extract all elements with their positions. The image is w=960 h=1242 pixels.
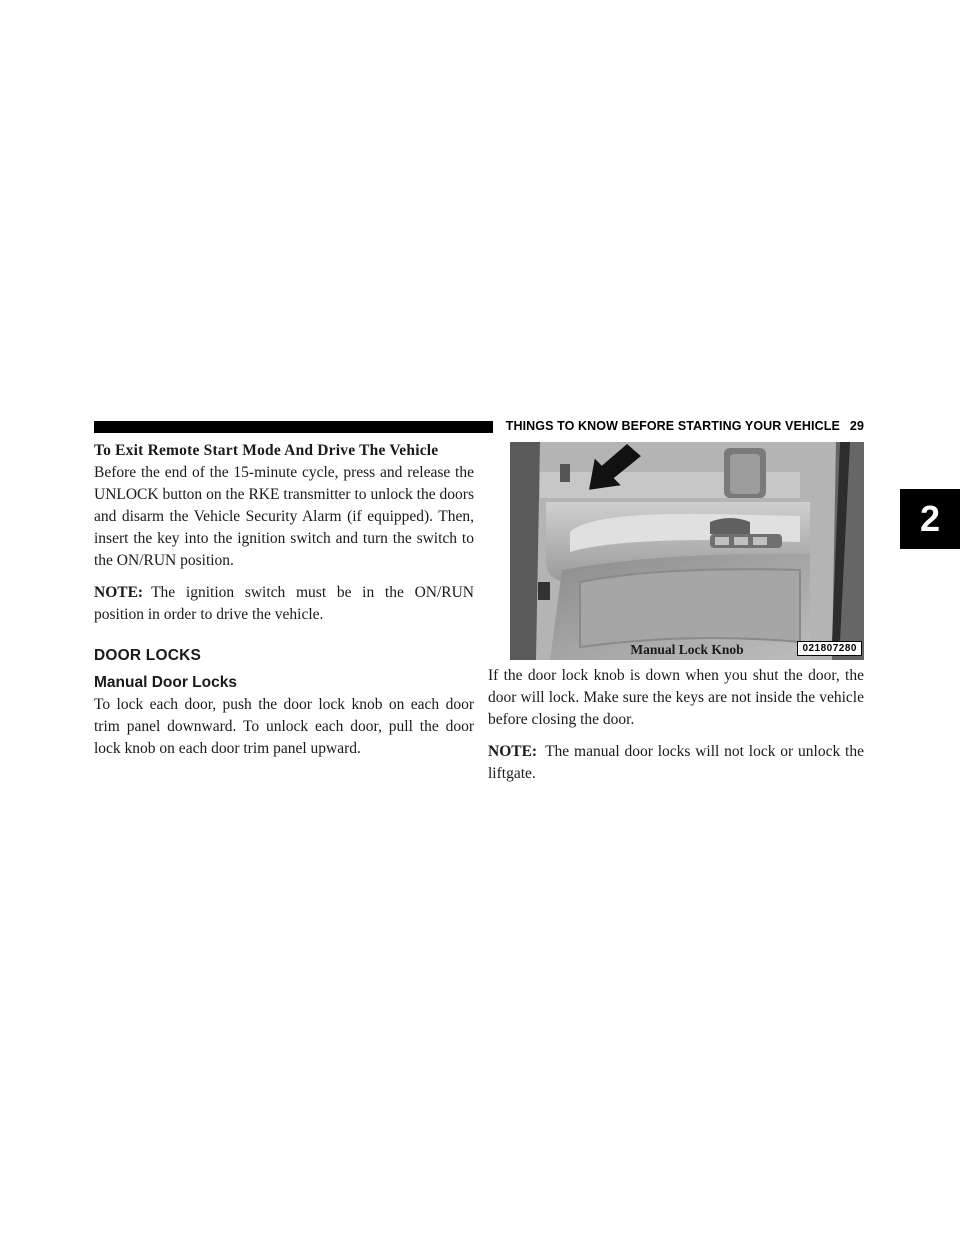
note-ignition [94,582,474,626]
figure-code: 021807280 [797,641,862,656]
chapter-tab: 2 [900,489,960,549]
door-locks-heading: DOOR LOCKS [94,647,202,664]
header-rule [94,421,493,433]
right-column [488,665,864,785]
manual-door-locks-heading: Manual Door Locks [94,674,237,691]
door-panel-illustration [510,442,864,660]
manual-door-locks-paragraph: To lock each door, push the door lock knob on each door trim panel downward. To unlock each door, pull the door lock knob on each door trim panel upward. [94,696,474,757]
running-head-text: THINGS TO KNOW BEFORE STARTING YOUR VEHICLE [505,419,840,433]
page-number: 29 [849,419,864,433]
note-label: NOTE: [94,584,144,601]
note-text: The ignition switch must be in the ON/RUN position in order to drive the vehicle. [94,584,474,623]
left-column [94,440,474,760]
exit-remote-start-heading: To Exit Remote Start Mode And Drive The Vehicle [94,442,439,459]
exit-remote-start-paragraph: Before the end of the 15-minute cycle, press and release the UNLOCK button on the RKE transmitter to unlock the doors and disarm the Vehicle Security Alarm (if equipped). Then, insert the key into the ignition switch and turn the switch to the ON/RUN position. [94,464,474,569]
door-panel-figure [510,442,864,660]
note-label: NOTE: [488,743,538,760]
door-lock-knob-paragraph: If the door lock knob is down when you shut the door, the door will lock. Make sure the keys are not inside the vehicle before closing the door. [488,667,864,728]
running-head [502,419,864,433]
figure-caption: Manual Lock Knob [630,642,744,657]
note-text: The manual door locks will not lock or unlock the liftgate. [488,743,864,782]
note-liftgate [488,741,864,785]
